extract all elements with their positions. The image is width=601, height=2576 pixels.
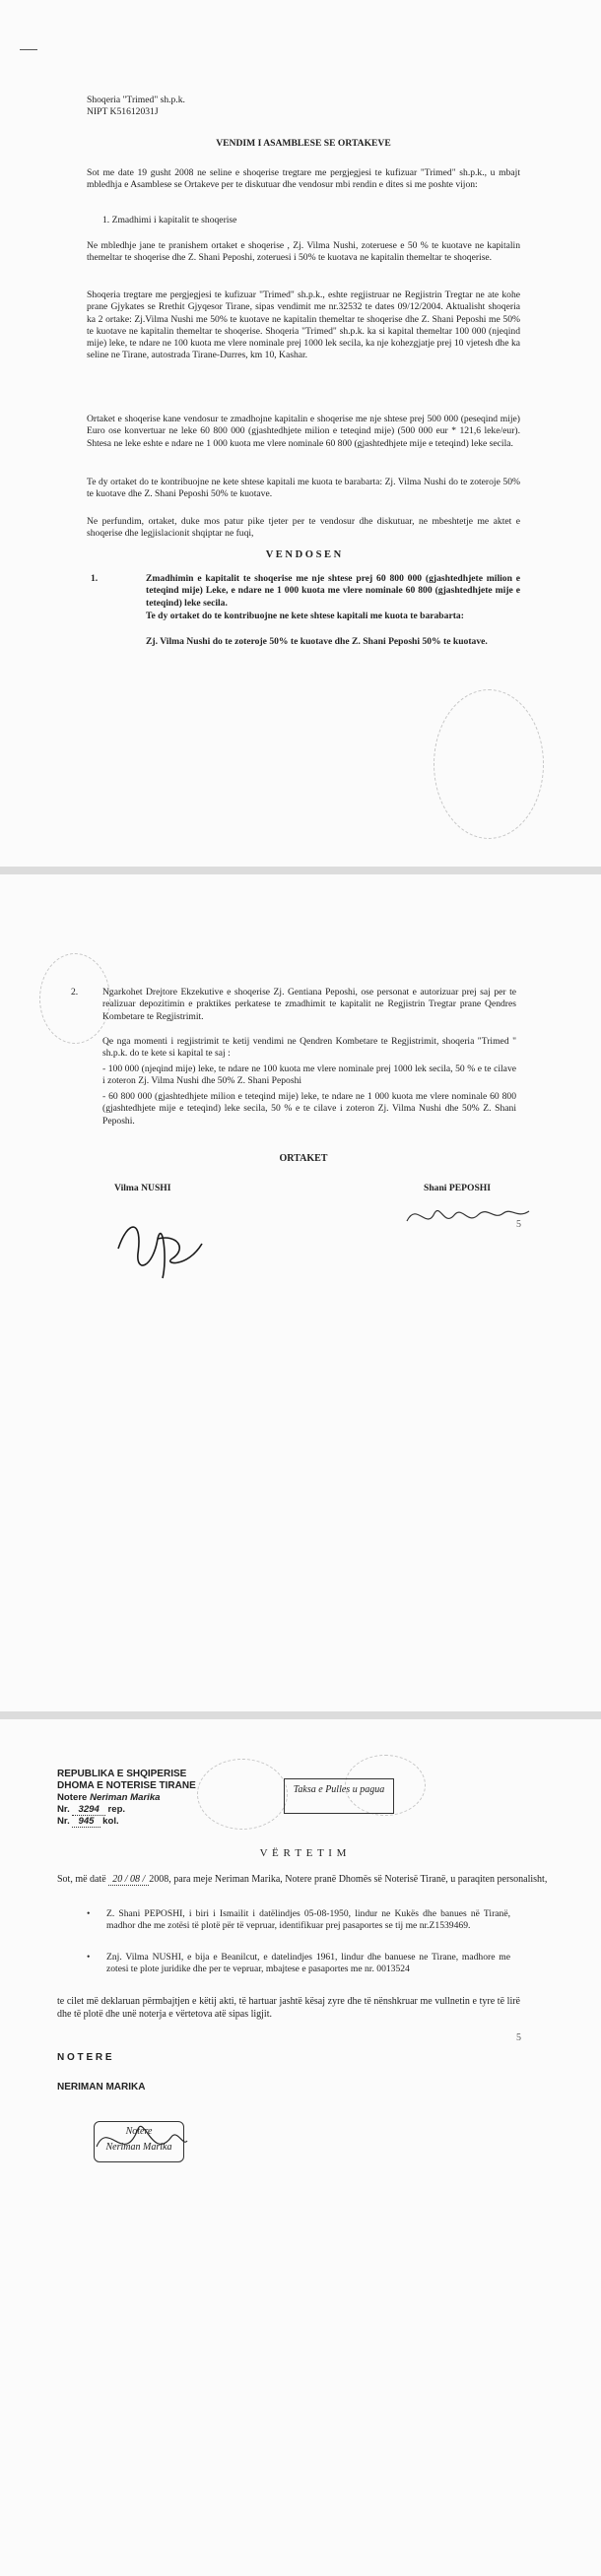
bullet-2: •	[87, 1952, 91, 1963]
page-mark: 5	[516, 1219, 521, 1230]
kol-suffix: kol.	[102, 1816, 119, 1827]
notere-title: N O T E R E	[57, 2052, 112, 2063]
vertetim-heading: V Ë R T E T I M	[259, 1847, 348, 1859]
certification-date: 20 / 08 /	[108, 1874, 149, 1886]
signature-right	[399, 1191, 537, 1241]
capital-bullet-2: - 60 800 000 (gjashtedhjete milion e teteqind mije) leke, te ndare ne 1 000 kuota me vlere nominale 60 800 (gjashtedhjete mije e teteqind) leke secila, 50 % e te cilave i zoteron Zj. Vilma Nushi dhe 50% Z. Shani Peposhi.	[102, 1091, 516, 1127]
decision-paragraph: Ortaket e shoqerise kane vendosur te zmadhojne kapitalin e shoqerise me nje shtese prej 500 000 (peseqind mije) Euro ose konvertuar ne leke 60 800 000 (gjashtedhjete milion e teteqind mije) (500 000 eur * 121,6 leke/eur). Shtesa ne leke eshte e ndare ne 1 000 kuota me vlere nominale 60 800 (gjashtedhjete mije e teteqind) leke secila.	[87, 414, 520, 449]
kol-number-line	[57, 1816, 254, 1828]
rep-suffix: rep.	[107, 1804, 126, 1815]
vendosen-heading: V E N D O S E N	[265, 549, 342, 560]
document-title: VENDIM I ASAMBLESE SE ORTAKEVE	[216, 138, 391, 149]
notary-signature	[85, 2107, 193, 2176]
person-1-details: Z. Shani PEPOSHI, i biri i Ismailit i datëlindjes 05-08-1950, lindur ne Kukës dhe banues në Tiranë, madhor dhe me zotësi të plotë për të vepruar, identifikuar prej pasaportes se tij me nr.Z1539469.	[106, 1908, 510, 1932]
date-suffix: 2008, para meje Neriman Marika, Notere pranë Dhomës së Noterisë Tiranë, u paraqiten personalisht,	[149, 1874, 548, 1885]
notary-seal-text-1: Notere	[125, 2126, 153, 2137]
item-number: 2.	[71, 987, 79, 998]
notere-fullname: NERIMAN MARIKA	[57, 2082, 146, 2093]
republic-line: REPUBLIKA E SHQIPERISE	[57, 1769, 187, 1779]
notere-label: Notere	[57, 1792, 88, 1803]
decision-text-3: Zj. Vilma Nushi do te zoteroje 50% te kuotave dhe Z. Shani Peposhi 50% te kuotave.	[146, 636, 488, 647]
rep-number-line	[57, 1804, 254, 1816]
decision-text: Zmadhimin e kapitalit te shoqerise me nje shtese prej 60 800 000 (gjashtedhjete milion e teteqind mije) Leke, e ndare ne 1 000 kuota me vlere nominale 60 800 (gjashtedhjete mije e teteqind) leke secila.	[146, 573, 520, 609]
agenda-item: 1. Zmadhimi i kapitalit te shoqerise	[102, 215, 237, 225]
tax-stamp-text: Taksa e Pulles u pagua	[293, 1784, 385, 1795]
document-page-1	[0, 0, 601, 867]
chamber-line: DHOMA E NOTERISE TIRANE	[57, 1780, 196, 1791]
document-page-3	[0, 1719, 601, 2576]
stamp-seal	[434, 689, 544, 839]
rep-label: Nr.	[57, 1804, 70, 1815]
decision-text-2: Te dy ortaket do te kontribuojne ne kete shtese kapitali me kuota te barabarta:	[146, 611, 464, 621]
certification-closing: te cilet më deklaruan përmbajtjen e këtij akti, të hartuar jashtë kësaj zyre dhe të nënshkruar me vullnetin e tyre të lirë dhe të plotë dhe unë noterja e vërtetova atë sipas ligjit.	[57, 1996, 520, 2020]
kol-number: 945	[72, 1816, 100, 1828]
kol-label: Nr.	[57, 1816, 70, 1827]
page-mark: 5	[516, 2032, 521, 2043]
registered-paragraph: Shoqeria tregtare me pergjegjesi te kufizuar "Trimed" sh.p.k., eshte regjistruar ne Regjistrin Tregtar ne ate kohe prane Gjykates se Rrethit Gjyqesor Tirane, sipas vendimit me nr.32532 te dates 09/12/2004. Aktualisht shoqeria ka 2 ortake: Zj.Vilma Nushi me 50% te kuotave ne kapitalin themeltar te shoqerise dhe Z. Shani Peposhi me 50% te kuotave ne kapitalin themeltar te shoqerise. Shoqeria "Trimed" sh.p.k. ka si kapital themeltar 100 000 (njeqind mije) leke, te ndare ne 100 kuota me vlere nominale prej 1000 lek secila, ka nje kohezgjatje prej 10 vjetesh dhe ka seline ne Tirane, autostrada Tirane-Durres, km 10, Kashar.	[87, 290, 520, 361]
document-page-2	[0, 874, 601, 1711]
item-text-2: Qe nga momenti i regjistrimit te ketij vendimi ne Qendren Kombetare te Regjistrimit, shoqeria "Trimed " sh.p.k. do te kete si kapital te saj :	[102, 1036, 516, 1060]
notere-line	[57, 1792, 313, 1804]
company-nipt: NIPT K51612031J	[87, 106, 159, 117]
signature-left	[108, 1199, 217, 1288]
rep-number: 3294	[72, 1804, 104, 1816]
present-paragraph: Ne mbledhje jane te pranishem ortaket e shoqerise , Zj. Vilma Nushi, zoteruese e 50 % te kuotave ne kapitalin themeltar te shoqerise dhe Z. Shani Peposhi, zoteruesi i 50% te kuotava ne kapitalin themeltar te shoqerise.	[87, 240, 520, 264]
item-text: Ngarkohet Drejtore Ekzekutive e shoqerise Zj. Gentiana Peposhi, ose personat e autorizuar prej saj per te realizuar depozitimin e praktikes perkatese te zmadhimit te kapitalit ne Regjistrin Tregtar prane Qendres Kombetare te Regjistrimit.	[102, 987, 516, 1022]
notere-name: Neriman Marika	[90, 1792, 161, 1803]
notary-seal-text-2: Neriman Marika	[105, 2142, 172, 2153]
company-name: Shoqeria "Trimed" sh.p.k.	[87, 95, 185, 105]
bullet-1: •	[87, 1908, 91, 1919]
signatory-left-name: Vilma NUSHI	[114, 1183, 171, 1193]
closing-paragraph: Ne perfundim, ortaket, duke mos patur pike tjeter per te vendosur dhe diskutuar, ne mbeshtetje me aktet e shoqerise dhe legjislacionit shqiptar ne fuqi,	[87, 516, 520, 540]
signatory-right-name: Shani PEPOSHI	[424, 1183, 491, 1193]
intro-paragraph: Sot me date 19 gusht 2008 ne seline e shoqerise tregtare me pergjegjesi te kufizuar "Trimed" sh.p.k., u mbajt mbledhja e Asamblese se Ortakeve per te diskutuar dhe vendosur mbi rendin e dites si me poshte vijon:	[87, 167, 520, 191]
tax-stamp-box	[284, 1778, 394, 1814]
certification-intro	[57, 1873, 550, 1886]
person-2-details: Znj. Vilma NUSHI, e bija e Beanilcut, e datelindjes 1961, lindur dhe banuese ne Tirane, madhore me zotesi te plote juridike dhe per te vepruar, mbajtese e pasaportes me nr. 0013524	[106, 1952, 510, 1975]
date-prefix: Sot, më datë	[57, 1874, 106, 1885]
equal-shares-paragraph: Te dy ortaket do te kontribuojne ne kete shtese kapitali me kuota te barabarta: Zj. Vilma Nushi do te zoteroje 50% te kuotave dhe Z. Shani Peposhi 50% te kuotave.	[87, 477, 520, 500]
ortaket-heading: ORTAKET	[279, 1153, 328, 1164]
capital-bullet-1: - 100 000 (njeqind mije) leke, te ndare ne 100 kuota me vlere nominale prej 1000 lek secila, 50 % e te cilave i zoteron Zj. Vilma Nushi dhe 50% Z. Shani Peposhi	[102, 1063, 516, 1087]
decision-number: 1.	[91, 573, 99, 584]
scan-mark	[20, 49, 37, 50]
